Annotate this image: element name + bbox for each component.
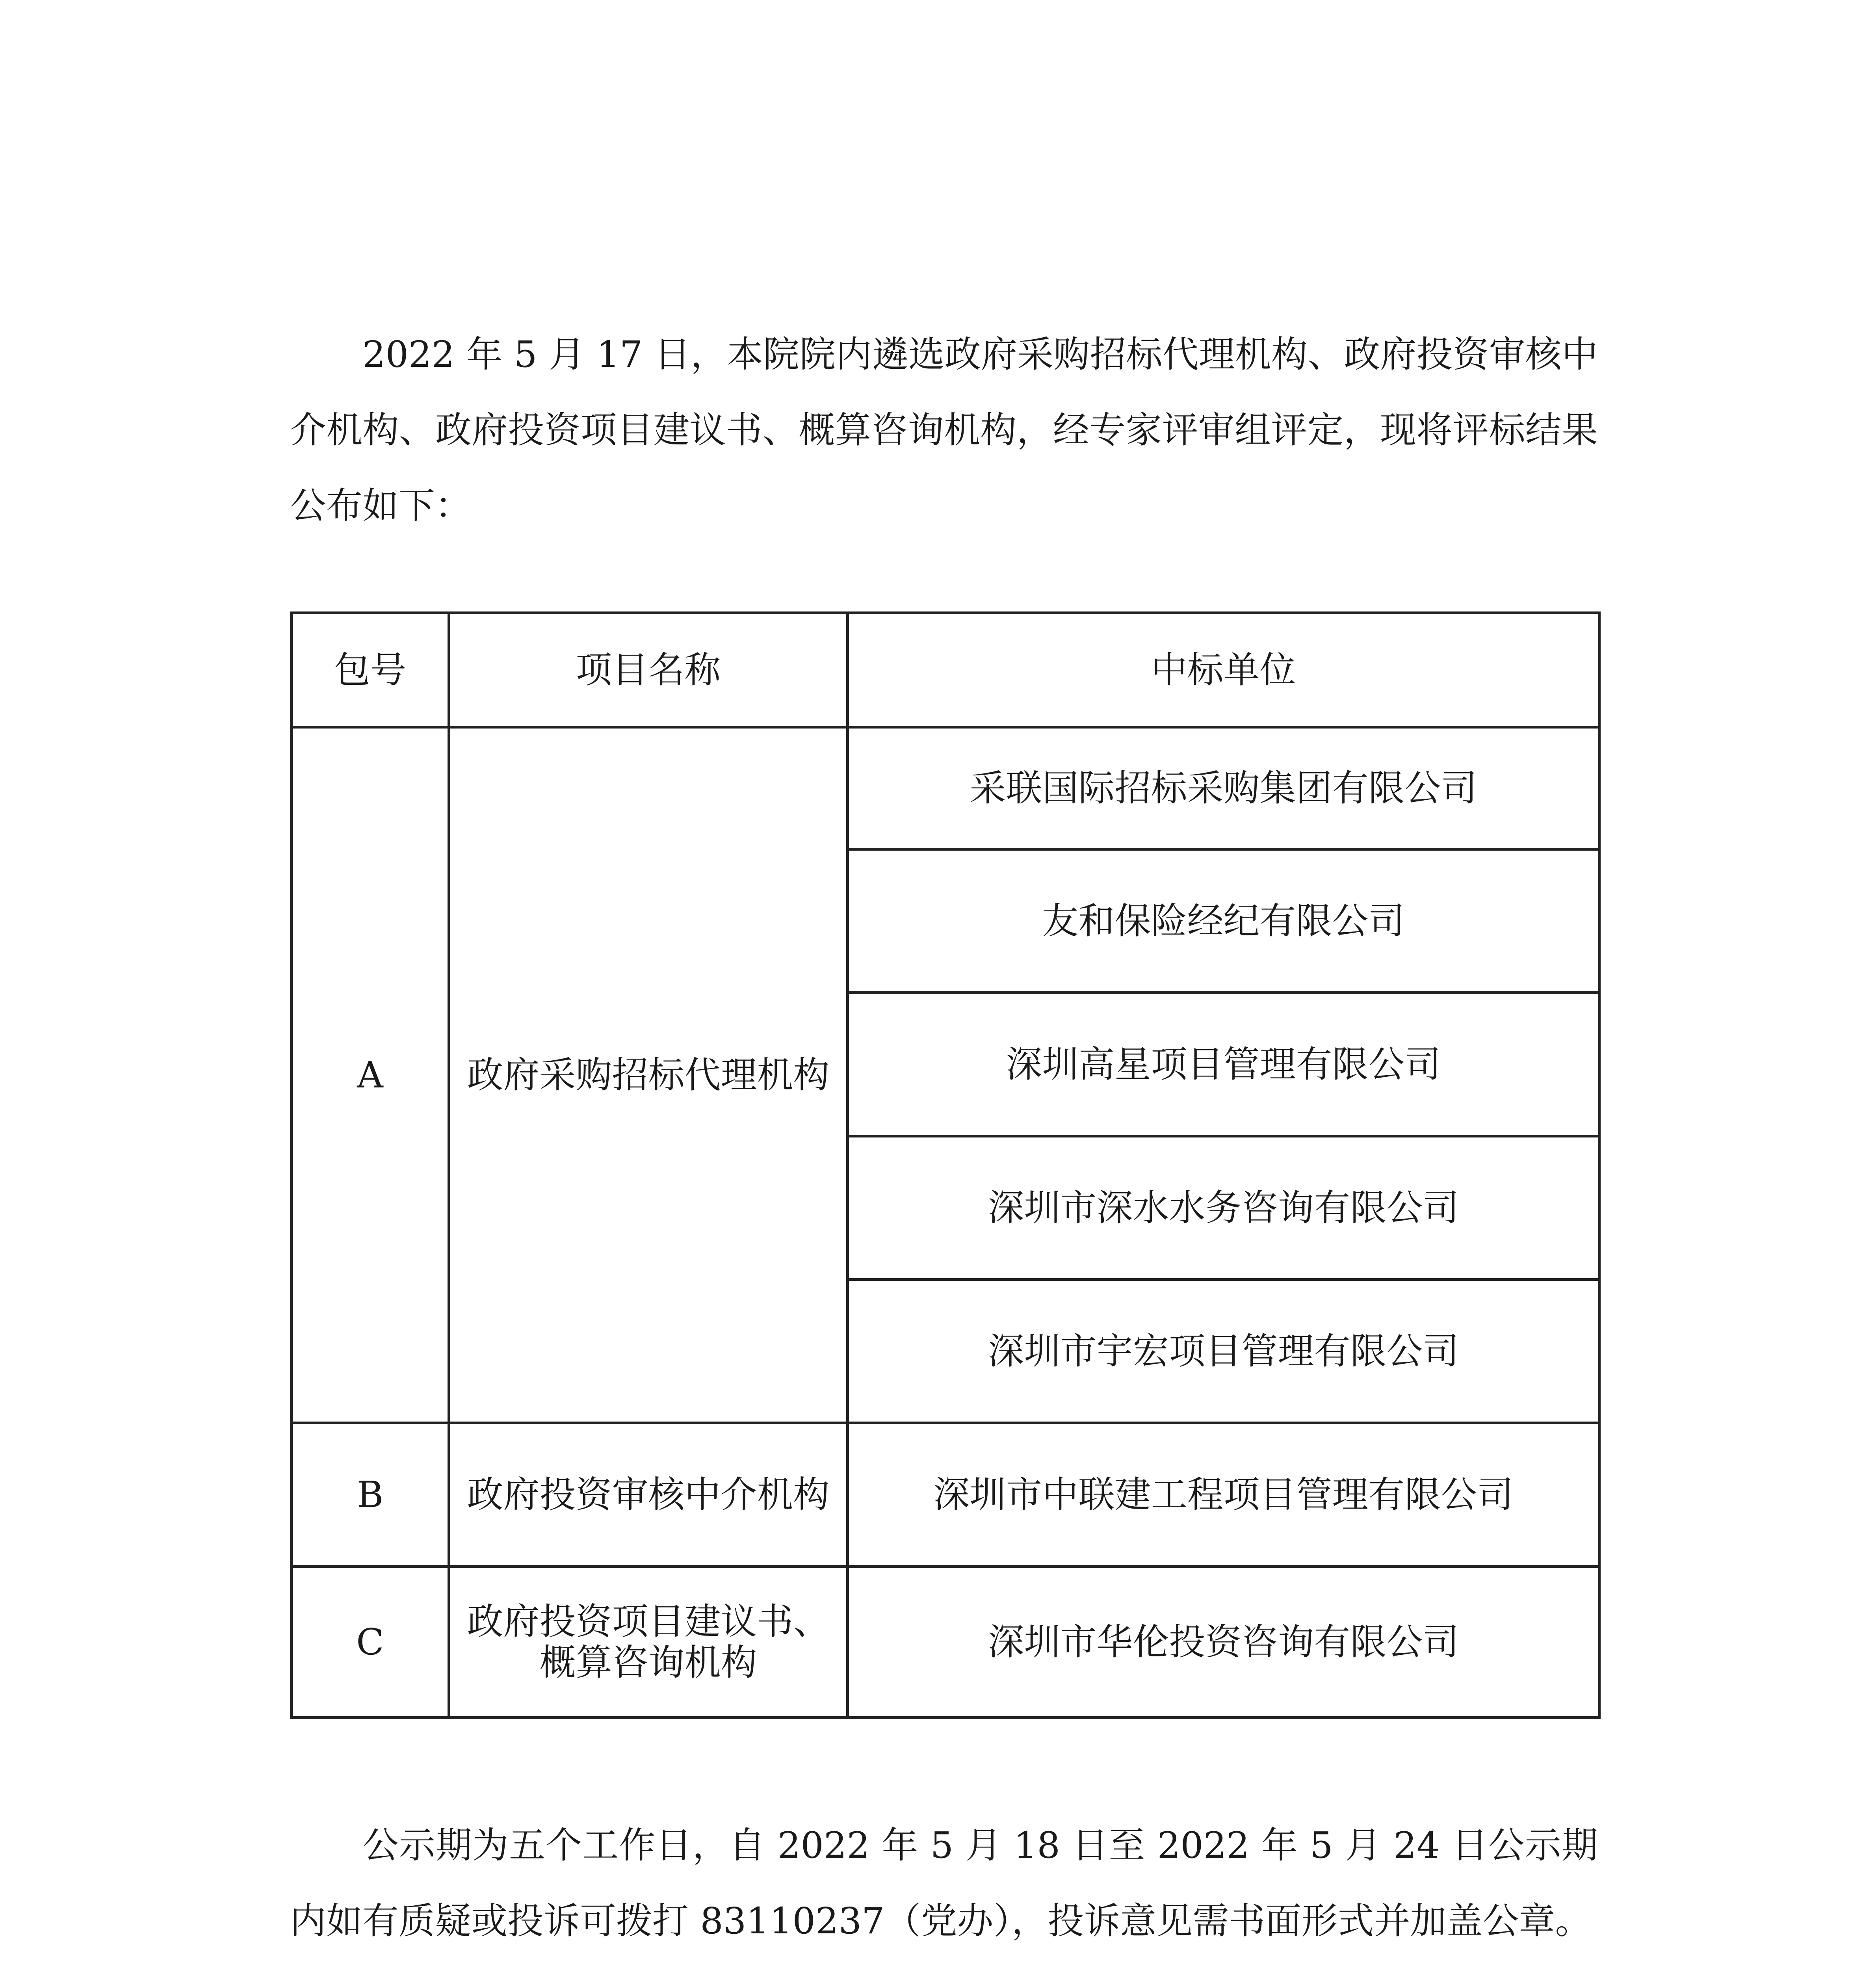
package-b-id: B: [292, 1423, 449, 1567]
package-c-name: [449, 1567, 848, 1718]
table-row: [292, 727, 1599, 849]
package-a-id: A: [292, 727, 449, 1423]
package-b-winner-1: 深圳市中联建工程项目管理有限公司: [848, 1423, 1599, 1567]
package-a-winner-2: 友和保险经纪有限公司: [848, 849, 1599, 993]
intro-paragraph: [290, 317, 1598, 544]
notice-paragraph: [290, 1808, 1598, 1959]
package-a-winner-1: 采联国际招标采购集团有限公司: [848, 727, 1599, 849]
table-row: [292, 1423, 1599, 1567]
package-a-winner-5: 深圳市宇宏项目管理有限公司: [848, 1280, 1599, 1423]
package-c-winner-1: 深圳市华伦投资咨询有限公司: [848, 1567, 1599, 1718]
package-a-winner-4: 深圳市深水水务咨询有限公司: [848, 1136, 1599, 1280]
header-package-no: 包号: [292, 613, 449, 727]
package-c-id: C: [292, 1567, 449, 1718]
notice-text: 公示期为五个工作日，自 2022 年 5 月 18 日至 2022 年 5 月 24 日公示期内如有质疑或投诉可拨打 83110237（党办），投诉意见需书面形式并加盖公章。: [290, 1824, 1598, 1942]
table-row: [292, 1567, 1599, 1718]
package-a-name: 政府采购招标代理机构: [449, 727, 848, 1423]
header-project-name: 项目名称: [449, 613, 848, 727]
table-header-row: [292, 613, 1599, 727]
package-b-name: 政府投资审核中介机构: [449, 1423, 848, 1567]
results-table: [290, 611, 1601, 1719]
package-a-winner-3: 深圳高星项目管理有限公司: [848, 993, 1599, 1136]
intro-text: 2022 年 5 月 17 日，本院院内遴选政府采购招标代理机构、政府投资审核中介机构、政府投资项目建议书、概算咨询机构，经专家评审组评定，现将评标结果公布如下：: [290, 333, 1598, 527]
package-c-name-line-1: 政府投资项目建议书、: [467, 1600, 830, 1643]
header-winner: 中标单位: [848, 613, 1599, 727]
package-c-name-line-2: 概算咨询机构: [539, 1641, 757, 1684]
